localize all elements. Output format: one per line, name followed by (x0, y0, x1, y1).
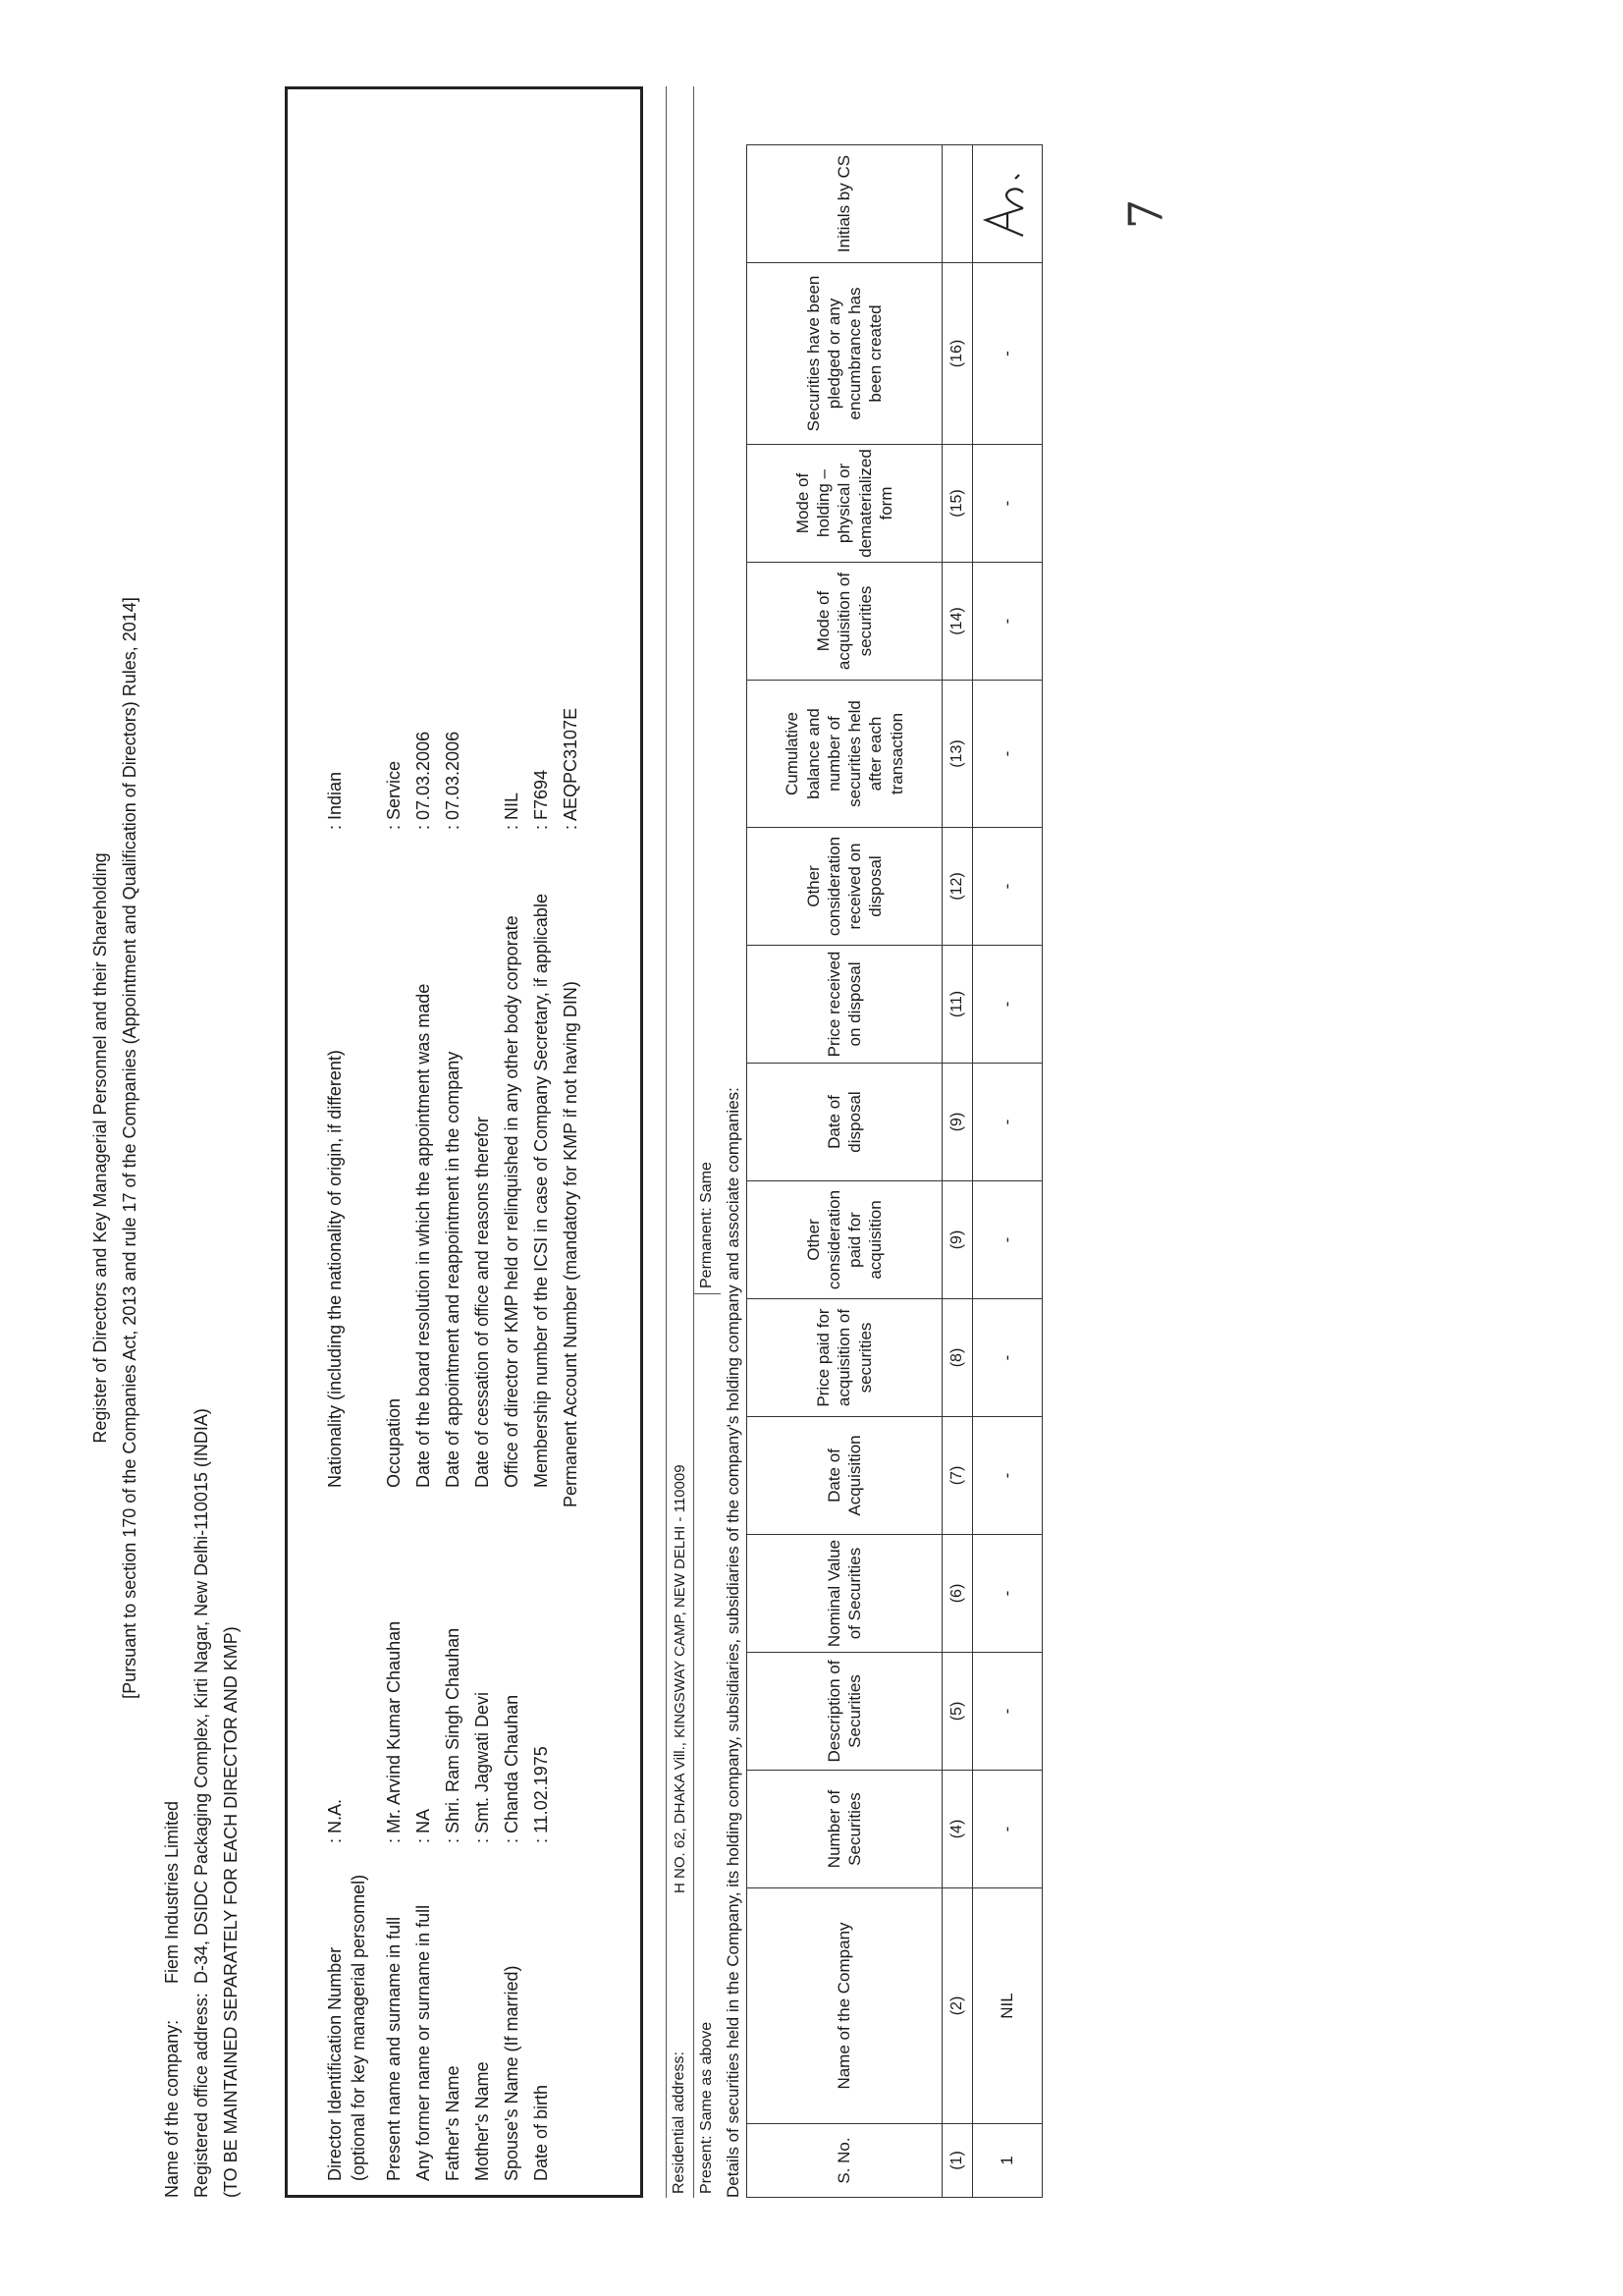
director-info-box (285, 86, 643, 2198)
column-number: (11) (943, 946, 973, 1064)
column-number: (8) (943, 1299, 973, 1417)
residential-label: Residential address: (671, 2051, 687, 2194)
appointment-date-label: Date of appointment and reappointment in the company (443, 1051, 462, 1488)
column-header: Number of Securities (747, 1771, 943, 1888)
table-cell: - (973, 1299, 1043, 1417)
table-cell: - (973, 445, 1043, 563)
present-name-value: : Mr. Arvind Kumar Chauhan (384, 1620, 404, 1843)
other-office-value: : NIL (502, 792, 521, 830)
office-address-value: D-34, DSIDC Packaging Complex, Kirti Nagar, New Delhi-110015 (INDIA) (191, 1408, 211, 1984)
column-header: Nominal Value of Securities (747, 1535, 943, 1653)
pan-label: Permanent Account Number (mandatory for KMP if not having DIN) (561, 981, 580, 1507)
maintenance-note: (TO BE MAINTAINED SEPARATELY FOR EACH DIRECTOR AND KMP) (221, 1626, 241, 2198)
dob-value: : 11.02.1975 (531, 1746, 551, 1843)
nationality-label: Nationality (including the nationality of origin, if different) (325, 1050, 345, 1488)
din-label-sub: (optional for key managerial personnel) (349, 1874, 368, 2181)
board-resolution-value: : 07.03.2006 (413, 731, 433, 830)
column-number: (9) (943, 1064, 973, 1181)
table-cell: - (973, 1181, 1043, 1299)
column-header: Securities have been pledged or any encumbrance has been created (747, 263, 943, 445)
father-name-label: Father's Name (443, 2065, 462, 2181)
column-number: (4) (943, 1771, 973, 1888)
column-header: Date of disposal (747, 1064, 943, 1181)
pan-value: : AEQPC3107E (561, 707, 580, 830)
column-header: Name of the Company (747, 1888, 943, 2124)
present-name-label: Present name and surname in full (384, 1916, 404, 2181)
column-number: (2) (943, 1888, 973, 2124)
table-cell: - (973, 1653, 1043, 1771)
page-number: 7 (1118, 198, 1174, 230)
column-number: (16) (943, 263, 973, 445)
occupation-label: Occupation (384, 1397, 404, 1488)
column-header: Mode of acquisition of securities (747, 563, 943, 681)
column-header: Cumulative balance and number of securities held after each transaction (747, 681, 943, 828)
table-cell: - (973, 563, 1043, 681)
table-cell: - (973, 1535, 1043, 1653)
nationality-value: : Indian (325, 771, 345, 830)
column-header: S. No. (747, 2124, 943, 2198)
column-header: Price paid for acquisition of securities (747, 1299, 943, 1417)
column-number-row (943, 145, 973, 2198)
table-header-row (747, 145, 943, 2198)
occupation-value: : Service (384, 760, 404, 830)
icsi-label: Membership number of the ICSI in case of Company Secretary, if applicable (531, 894, 551, 1488)
column-header: Date of Acquisition (747, 1417, 943, 1535)
column-number: (6) (943, 1535, 973, 1653)
residential-value: H NO. 62, DHAKA Vill., KINGSWAY CAMP, NEW DELHI - 110009 (672, 1464, 688, 1893)
column-header: Mode of holding – physical or dematerialized form (747, 445, 943, 563)
din-label: Director Identification Number (325, 1946, 345, 2181)
former-name-value: : NA (413, 1808, 433, 1843)
icsi-value: : F7694 (531, 769, 551, 830)
mother-name-value: : Smt. Jagwati Devi (472, 1691, 492, 1843)
column-number: (9) (943, 1181, 973, 1299)
table-cell: - (973, 946, 1043, 1064)
table-cell: - (973, 1064, 1043, 1181)
address-section (666, 86, 727, 2198)
din-value: : N.A. (325, 1798, 345, 1843)
table-cell: 1 (973, 2124, 1043, 2198)
column-header: Description of Securities (747, 1653, 943, 1771)
column-number: (12) (943, 828, 973, 946)
father-name-value: : Shri. Ram Singh Chauhan (443, 1627, 462, 1843)
spouse-name-label: Spouse's Name (If married) (502, 1965, 521, 2181)
column-header: Initials by CS (747, 145, 943, 263)
company-name-value: Fiem Industries Limited (162, 1800, 182, 1984)
column-number: (7) (943, 1417, 973, 1535)
register-subtitle: [Pursuant to section 170 of the Companies Act, 2013 and rule 17 of the Companies (Appointment and Qualification of Directors) Rules, 2014] (120, 597, 139, 1699)
table-cell: NIL (973, 1888, 1043, 2124)
register-title: Register of Directors and Key Managerial Personnel and their Shareholding (90, 852, 110, 1444)
appointment-date-value: : 07.03.2006 (443, 731, 462, 830)
dob-label: Date of birth (531, 2084, 551, 2181)
initials-cell (973, 145, 1043, 263)
column-number: (13) (943, 681, 973, 828)
table-cell: - (973, 828, 1043, 946)
column-header: Price received on disposal (747, 946, 943, 1064)
securities-table (746, 144, 1043, 2198)
company-name-label: Name of the company: (162, 2019, 182, 2198)
securities-caption: Details of securities held in the Company, its holding company, subsidiaries, subsidiaries of the company's holding company and associate companies: (724, 1087, 742, 2198)
table-cell: - (973, 1417, 1043, 1535)
initials-signature-icon (980, 160, 1029, 248)
column-header: Other consideration received on disposal (747, 828, 943, 946)
spouse-name-value: : Chanda Chauhan (502, 1694, 521, 1843)
column-header: Other consideration paid for acquisition (747, 1181, 943, 1299)
table-cell: - (973, 263, 1043, 445)
column-number: (14) (943, 563, 973, 681)
board-resolution-label: Date of the board resolution in which the appointment was made (413, 983, 433, 1488)
table-row (973, 145, 1043, 2198)
column-number: (15) (943, 445, 973, 563)
table-cell: - (973, 681, 1043, 828)
office-address-label: Registered office address: (191, 1993, 211, 2198)
permanent-address-label: Permanent: Same (698, 1162, 715, 1288)
column-number (943, 145, 973, 263)
column-number: (1) (943, 2124, 973, 2198)
other-office-label: Office of director or KMP held or relinquished in any other body corporate (502, 915, 521, 1488)
present-address-label: Present: Same as above (698, 2021, 715, 2194)
mother-name-label: Mother's Name (472, 2061, 492, 2181)
column-number: (5) (943, 1653, 973, 1771)
former-name-label: Any former name or surname in full (413, 1904, 433, 2181)
table-cell: - (973, 1771, 1043, 1888)
cessation-label: Date of cessation of office and reasons therefor (472, 1117, 492, 1488)
